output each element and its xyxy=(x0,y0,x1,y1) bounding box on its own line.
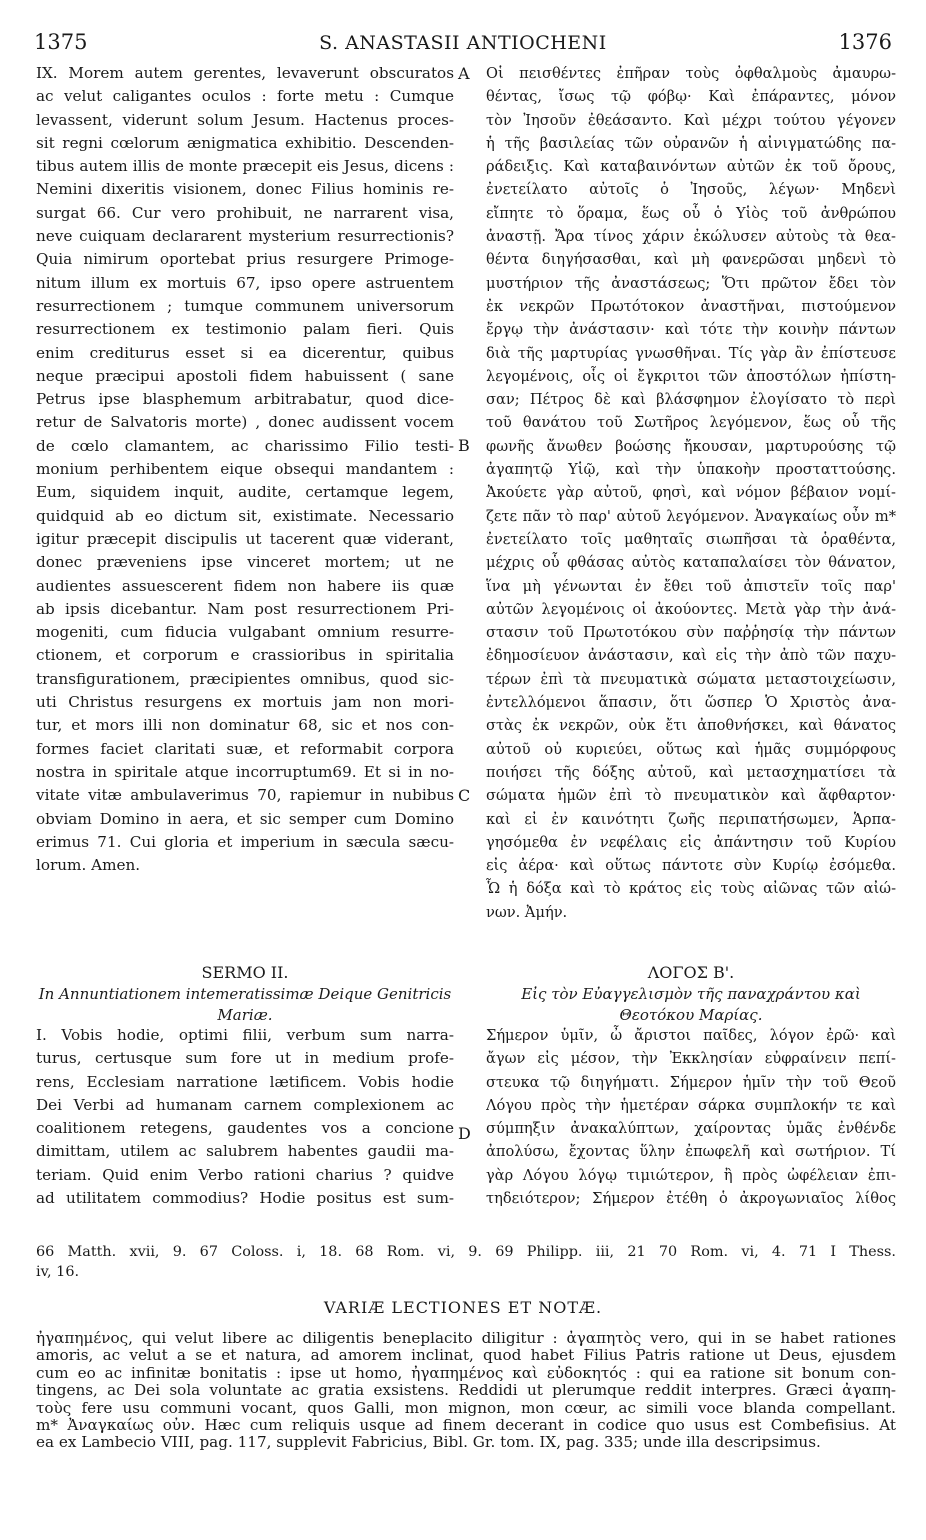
text-line: Nemini dixeritis visionem, donec Filius hominis re- xyxy=(36,180,454,199)
sermo-subtitle-line-2: Mariæ. xyxy=(217,1006,273,1024)
text-line: Οἱ πεισθέντες ἐπῆραν τοὺς ὀφθαλμοὺς ἀμαυρω- xyxy=(486,65,896,82)
page-number-right: 1376 xyxy=(838,30,892,54)
text-line: tingens, ac Dei sola voluntate ac gratia exsistens. Reddidi ut plerumque reddit interpres. Græci ἀγαπη- xyxy=(36,1382,896,1400)
latin-sermo-text xyxy=(36,1024,454,1210)
text-line: ἀπολύσω, ἔχοντας ὕλην ἐπωφελῆ καὶ σωτήριον. Τί xyxy=(486,1143,896,1161)
running-title: S. ANASTASII ANTIOCHENI xyxy=(319,32,607,54)
text-line: Σήμερον ὑμῖν, ὦ ἄριστοι παῖδες, λόγον ἐρῶ· καὶ xyxy=(486,1027,896,1044)
logos-subtitle-line-1: Εἰς τὸν Εὐαγγελισμὸν τῆς παναχράντου καὶ xyxy=(521,985,861,1003)
text-line: retur de Salvatoris morte) , donec audissent vocem xyxy=(36,413,454,432)
text-line: σύμπηξιν ἀνακαλύπτων, χαίροντας ὑμᾶς ἐνθένδε xyxy=(486,1120,896,1138)
greek-column-lower xyxy=(486,1024,896,1226)
text-line: ἡ τῆς βασιλείας τῶν οὐρανῶν ἡ αἰνιγματώδης πα- xyxy=(486,134,896,152)
text-line: μέχρις οὗ φθάσας αὐτὸς καταπαλαίσει τὸν θάνατον, xyxy=(486,554,896,572)
footnote-line: 66 Matth. xvii, 9. 67 Coloss. i, 18. 68 Rom. vi, 9. 69 Philipp. iii, 21 70 Rom. vi, 4. 71 I Thess. xyxy=(36,1244,896,1260)
text-line: igitur præcepit discipulis ut tacerent quæ viderant, xyxy=(36,529,454,548)
text-line: τὸν Ἰησοῦν ἐθεάσαντο. Καὶ μέχρι τούτου γέγονεν xyxy=(486,111,896,129)
sermo-title: SERMO II. xyxy=(201,963,289,982)
text-line: σαν; Πέτρος δὲ καὶ βλάσφημον ἐλογίσατο τὸ περὶ xyxy=(486,391,896,409)
footnote-line: iv, 16. xyxy=(36,1264,80,1280)
logos-title: ΛΟΓΟΣ Β'. xyxy=(647,963,735,982)
text-line: εἰς ἀέρα· καὶ οὕτως πάντοτε σὺν Κυρίῳ ἐσόμεθα. xyxy=(486,857,896,875)
text-line: de cœlo clamantem, ac charissimo Filio testi- xyxy=(36,436,454,455)
text-line: ἐκ νεκρῶν Πρωτότοκον ἀναστῆναι, πιστούμενον xyxy=(486,297,896,315)
text-line: formes faciet claritati suæ, et reformabit corpora xyxy=(36,739,454,758)
text-line: ac velut caligantes oculos : forte metu : Cumque xyxy=(36,87,454,106)
text-line: monium perhibentem eique obsequi mandantem : xyxy=(36,460,454,479)
greek-sermo-text xyxy=(486,1024,896,1210)
text-line: neve cuiquam declararent mysterium resurrectionis? xyxy=(36,227,454,246)
text-line: rens, Ecclesiam narratione lætificem. Vobis hodie xyxy=(36,1072,454,1091)
text-line: surgat 66. Cur vero prohibuit, ne narrarent visa, xyxy=(36,203,454,222)
text-line: ἠγαπημένος, qui velut libere ac diligentis beneplacito diligitur : ἀγαπητὸς vero, qui in se habet rationes xyxy=(36,1330,896,1347)
text-line: ἀγαπητῷ Υἱῷ, καὶ τὴν ὑπακοὴν προσταττούσης. xyxy=(486,461,896,479)
text-line: ctionem, et corporum e crassioribus in spiritalia xyxy=(36,646,454,665)
text-line: levassent, viderunt solum Jesum. Hactenus proces- xyxy=(36,110,454,129)
latin-column-upper xyxy=(36,62,454,892)
variae-text xyxy=(36,1330,896,1452)
text-line: ἐνετείλατο αὐτοῖς ὁ Ἰησοῦς, λέγων· Μηδενὶ xyxy=(486,181,896,199)
text-line: amoris, ac velut a se et natura, ad amorem inclinat, quod habet Filius Patris ratione ut Deus, ejusdem xyxy=(36,1347,896,1365)
text-line: Petrus ipse blasphemum arbitrabatur, quod dice- xyxy=(36,390,454,409)
text-line: audientes assuescerent fidem non habere iis quæ xyxy=(36,576,454,595)
text-line: donec præveniens ipse vinceret mortem; ut ne xyxy=(36,553,454,572)
text-line: Quia nimirum oportebat prius resurgere Primoge- xyxy=(36,250,454,269)
greek-text xyxy=(486,62,896,924)
variae-lectiones-title: VARIÆ LECTIONES ET NOTÆ. xyxy=(323,1298,603,1317)
text-line: ab ipsis dicebantur. Nam post resurrectionem Pri- xyxy=(36,599,454,618)
text-line: tur, et mors illi non dominatur 68, sic et nos con- xyxy=(36,716,454,735)
text-line: dimittam, utilem ac salubrem habentes gaudii ma- xyxy=(36,1142,454,1161)
text-line: ἐντελλόμενοι ἅπασιν, ὅτι ὥσπερ Ὁ Χριστὸς ἀνα- xyxy=(486,694,896,712)
variae-lectiones xyxy=(36,1330,896,1452)
margin-letter-b: B xyxy=(458,436,470,455)
text-line: στασιν τοῦ Πρωτοτόκου σὺν παῤῥησίᾳ τὴν πάντων xyxy=(486,624,896,642)
greek-column-upper xyxy=(486,62,896,960)
logos-subtitle-line-2: Θεοτόκου Μαρίας. xyxy=(619,1006,763,1024)
text-line: καὶ εἰ ἐν καινότητι ζωῆς περιπατήσωμεν, Ἁρπα- xyxy=(486,810,896,828)
text-line: ad utilitatem commodius? Hodie positus est sum- xyxy=(36,1189,454,1208)
sermo-heading-latin xyxy=(36,962,454,1026)
text-line: ἀναστῇ. Ἄρα τίνος χάριν ἐκώλυσεν αὐτοὺς τὰ θεα- xyxy=(486,228,896,246)
text-line: Λόγου πρὸς τὴν ἡμετέραν σάρκα συμπλοκήν τε καὶ xyxy=(486,1096,896,1114)
sermo-heading-greek xyxy=(486,962,896,1026)
text-line: μυστήριον τῆς ἀναστάσεως; Ὅτι πρῶτον ἔδει τὸν xyxy=(486,274,896,292)
text-line: σώματα ἡμῶν ἐπὶ τὸ πνευματικὸν καὶ ἄφθαρτον· xyxy=(486,787,896,805)
text-line: στευκα τῷ διηγήματι. Σήμερον ἡμῖν τὴν τοῦ Θεοῦ xyxy=(486,1073,896,1091)
text-line: turus, certusque sum fore ut in medium profe- xyxy=(36,1049,454,1068)
text-line: coalitionem retegens, gaudentes vos a concione xyxy=(36,1119,454,1138)
text-line: I. Vobis hodie, optimi filii, verbum sum narra- xyxy=(36,1026,454,1044)
text-line: φωνῆς ἄνωθεν βοώσης ἤκουσαν, μαρτυρούσης τῷ xyxy=(486,437,896,455)
text-line: ποιήσει τῆς δόξης αὐτοῦ, καὶ μετασχηματίσει τὰ xyxy=(486,763,896,781)
text-line: tibus autem illis de monte præcepit eis Jesus, dicens : xyxy=(36,157,454,176)
text-line: nostra in spiritale atque incorruptum69. Et si in no- xyxy=(36,762,454,781)
text-line: ράδειξις. Καὶ καταβαινόντων αὐτῶν ἐκ τοῦ ὄρους, xyxy=(486,158,896,176)
text-line: αὐτοῦ οὐ κυριεύει, οὕτως καὶ ἡμᾶς συμμόρφους xyxy=(486,740,896,758)
text-line: τηδειότερον; Σήμερον ἐτέθη ὁ ἀκρογωνιαῖος λίθος xyxy=(486,1190,896,1208)
text-line: τοὺς fere usu communi vocant, quos Galli, mon mignon, mon cœur, ac simili voce blanda compellant. xyxy=(36,1399,896,1417)
text-line: διὰ τῆς μαρτυρίας γνωσθῆναι. Τίς γὰρ ἂν ἐπίστευσε xyxy=(486,344,896,362)
text-line: sit regni cœlorum ænigmatica exhibitio. Descenden- xyxy=(36,133,454,152)
text-line: θέντα διηγήσασθαι, καὶ μὴ φανερῶσαι μηδενὶ τὸ xyxy=(486,251,896,269)
text-line: ἄγων εἰς μέσον, τὴν Ἐκκλησίαν εὐφραίνειν πεπί- xyxy=(486,1050,896,1068)
text-line: ἔργῳ τὴν ἀνάστασιν· καὶ τότε τὴν κοινὴν πάντων xyxy=(486,321,896,339)
text-line: teriam. Quid enim Verbo rationi charius ? quidve xyxy=(36,1165,454,1184)
margin-letter-d: D xyxy=(458,1124,471,1143)
text-line: IX. Morem autem gerentes, levaverunt obscuratos xyxy=(36,64,454,82)
text-line: ἐδημοσίευον ἀνάστασιν, καὶ εἰς τὴν ἀπὸ τῶν παχυ- xyxy=(486,647,896,665)
text-line: mogeniti, cum fiducia vulgabant omnium resurre- xyxy=(36,623,454,642)
text-line: transfigurationem, præcipientes omnibus, quod sic- xyxy=(36,669,454,688)
text-line: λεγομένοις, οἷς οἱ ἔγκριτοι τῶν ἀποστόλων ἠπίστη- xyxy=(486,367,896,385)
text-line: resurrectionem ; tumque communem universorum xyxy=(36,296,454,315)
text-line: τέρων ἐπὶ τὰ πνευματικὰ σώματα μεταστοιχείωσιν, xyxy=(486,670,896,688)
text-line: resurrectionem ex testimonio palam fieri. Quis xyxy=(36,320,454,339)
text-line: nitum illum ex mortuis 67, ipso opere astruentem xyxy=(36,273,454,292)
text-line: ea ex Lambecio VIII, pag. 117, supplevit Fabricius, Bibl. Gr. tom. IX, pag. 335; unde illa descripsimus. xyxy=(36,1434,821,1452)
text-line: cum eo ac infinitæ bonitatis : ipse ut homo, ἠγαπημένος καὶ εὐδοκητός : qui ea ratione sit bonum con- xyxy=(36,1364,896,1382)
text-line: τοῦ θανάτου τοῦ Σωτῆρος λεγόμενον, ἕως οὗ τῆς xyxy=(486,414,896,432)
text-line: γησόμεθα ἐν νεφέλαις εἰς ἀπάντησιν τοῦ Κυρίου xyxy=(486,833,896,851)
sermo-subtitle-line-1: In Annuntiationem intemeratissimæ Deique Genitricis xyxy=(38,985,452,1003)
text-line: Eum, siquidem inquit, audite, certamque legem, xyxy=(36,483,454,502)
text-line: γὰρ Λόγου λόγῳ τιμιώτερον, ἢ πρὸς ὠφέλειαν ἐπι- xyxy=(486,1166,896,1184)
text-line: quidquid ab eo dictum sit, existimate. Necessario xyxy=(36,506,454,525)
text-line: Dei Verbi ad humanam carnem complexionem ac xyxy=(36,1095,454,1114)
latin-text xyxy=(36,62,454,877)
text-line: vitate vitæ ambulaverimus 70, rapiemur in nubibus xyxy=(36,786,454,805)
margin-letter-a: A xyxy=(458,64,470,83)
margin-letter-c: C xyxy=(458,786,471,805)
text-line: lorum. Amen. xyxy=(36,856,141,875)
text-line: obviam Domino in aera, et sic semper cum Domino xyxy=(36,809,454,828)
text-line: Ἀκούετε γὰρ αὐτοῦ, φησὶ, καὶ νόμον βέβαιον νομί- xyxy=(486,484,896,502)
text-line: neque præcipui apostoli fidem habuissent ( sane xyxy=(36,366,454,385)
text-line: Ὧ ἡ δόξα καὶ τὸ κράτος εἰς τοὺς αἰῶνας τῶν αἰώ- xyxy=(486,880,896,898)
page-header xyxy=(34,30,892,60)
text-line: erimus 71. Cui gloria et imperium in sæcula sæcu- xyxy=(36,832,454,851)
latin-column-lower xyxy=(36,1024,454,1226)
text-line: αὐτῶν λεγομένοις οἱ ἀκούοντες. Μετὰ γὰρ τὴν ἀνά- xyxy=(486,600,896,618)
text-line: ἐνετείλατο τοῖς μαθηταῖς σιωπῆσαι τὰ ὁραθέντα, xyxy=(486,530,896,548)
text-line: ζετε πᾶν τὸ παρ' αὐτοῦ λεγόμενον. Ἀναγκαίως οὖν m* xyxy=(486,507,896,525)
footnotes xyxy=(36,1242,896,1282)
text-line: θέντας, ἴσως τῷ φόβῳ· Καὶ ἐπάραντες, μόνον xyxy=(486,88,896,106)
text-line: enim crediturus esset si ea dicerentur, quibus xyxy=(36,343,454,362)
text-line: νων. Ἀμήν. xyxy=(486,903,568,921)
text-line: ἵνα μὴ γένωνται ἐν ἔθει τοῦ ἀπιστεῖν τοῖς παρ' xyxy=(486,577,896,595)
text-line: στὰς ἐκ νεκρῶν, οὐκ ἔτι ἀποθνήσκει, καὶ θάνατος xyxy=(486,717,896,735)
text-line: uti Christus resurgens ex mortuis jam non mori- xyxy=(36,693,454,712)
text-line: εἴπητε τὸ ὅραμα, ἕως οὗ ὁ Υἱὸς τοῦ ἀνθρώπου xyxy=(486,204,896,222)
page-number-left: 1375 xyxy=(34,30,88,54)
text-line: m* Ἀναγκαίως οὖν. Hæc cum reliquis usque ad finem decerant in codice quo usus est Combefisius. At xyxy=(36,1416,896,1434)
